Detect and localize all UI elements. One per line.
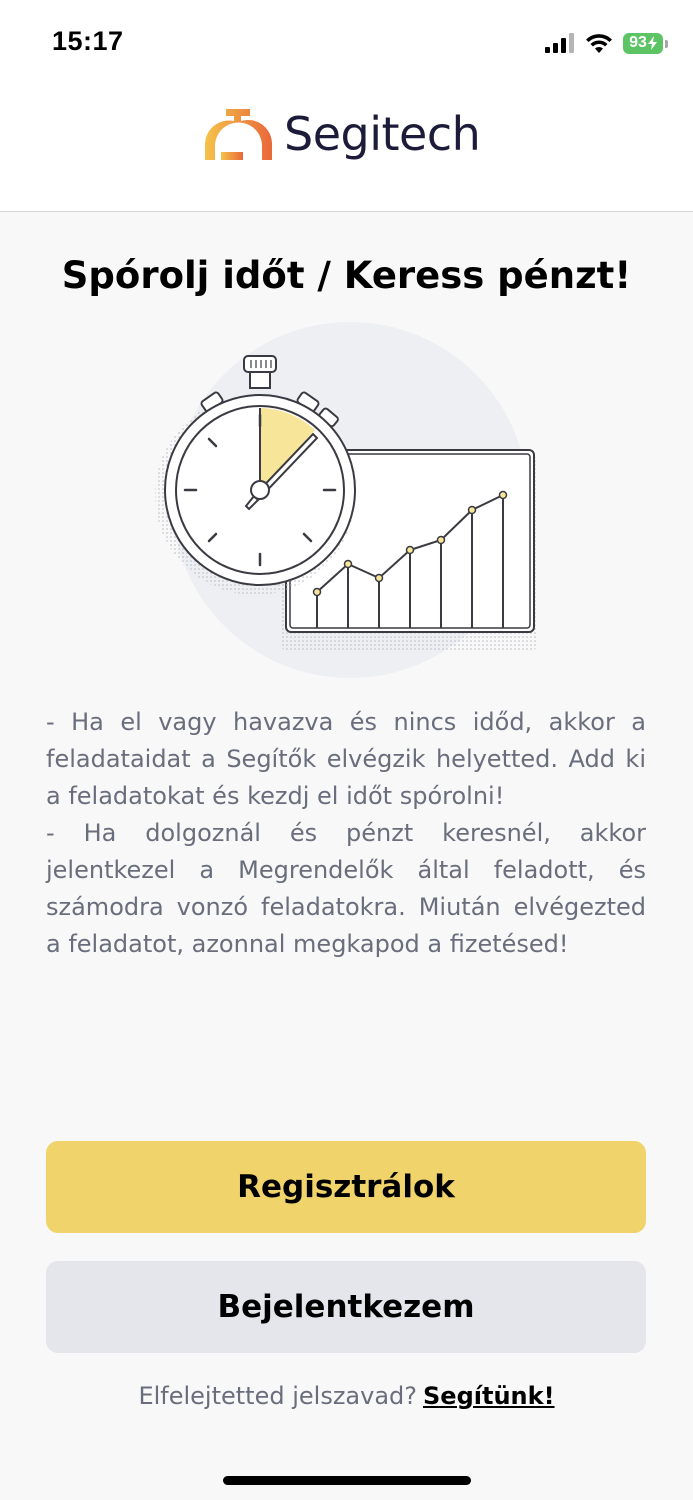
page-title: Spórolj időt / Keress pénzt! (61, 254, 632, 297)
battery-icon (623, 33, 663, 54)
forgot-password-prompt: Elfelejtetted jelszavad? (138, 1382, 418, 1410)
description-paragraph-helper: - Ha dolgoznál és pénzt keresnél, akkor jelentkezel a Megrendelők által feladott, és számodra vonzó feladatokra. Miután elvégezted a feladatot, azonnal megkapod a fizetésed! (46, 819, 646, 958)
logo-mark-icon (204, 106, 274, 162)
login-button[interactable]: Bejelentkezem (46, 1261, 646, 1353)
app-header (0, 86, 693, 212)
home-indicator[interactable] (223, 1476, 471, 1485)
status-bar (0, 0, 693, 86)
signal-icon (545, 33, 575, 53)
segitech-logo (204, 104, 480, 164)
charging-bolt-icon (648, 36, 657, 50)
forgot-password-link[interactable]: Segítünk! (423, 1382, 555, 1410)
status-time: 15:17 (52, 26, 124, 56)
forgot-password (0, 1382, 693, 1410)
wifi-icon (585, 33, 613, 54)
stopwatch-chart-illustration (150, 312, 550, 692)
description-paragraph-customer: - Ha el vagy havazva és nincs időd, akkor a feladataidat a Segítők elvégzik helyetted. Add ki a feladatokat és kezdj el időt spórolni! (46, 708, 646, 810)
register-button[interactable]: Regisztrálok (46, 1141, 646, 1233)
description (46, 704, 646, 963)
status-icons (545, 30, 663, 56)
main-content (0, 212, 693, 1500)
battery-level: 93 (629, 34, 647, 51)
logo-text: Segitech (284, 107, 481, 161)
